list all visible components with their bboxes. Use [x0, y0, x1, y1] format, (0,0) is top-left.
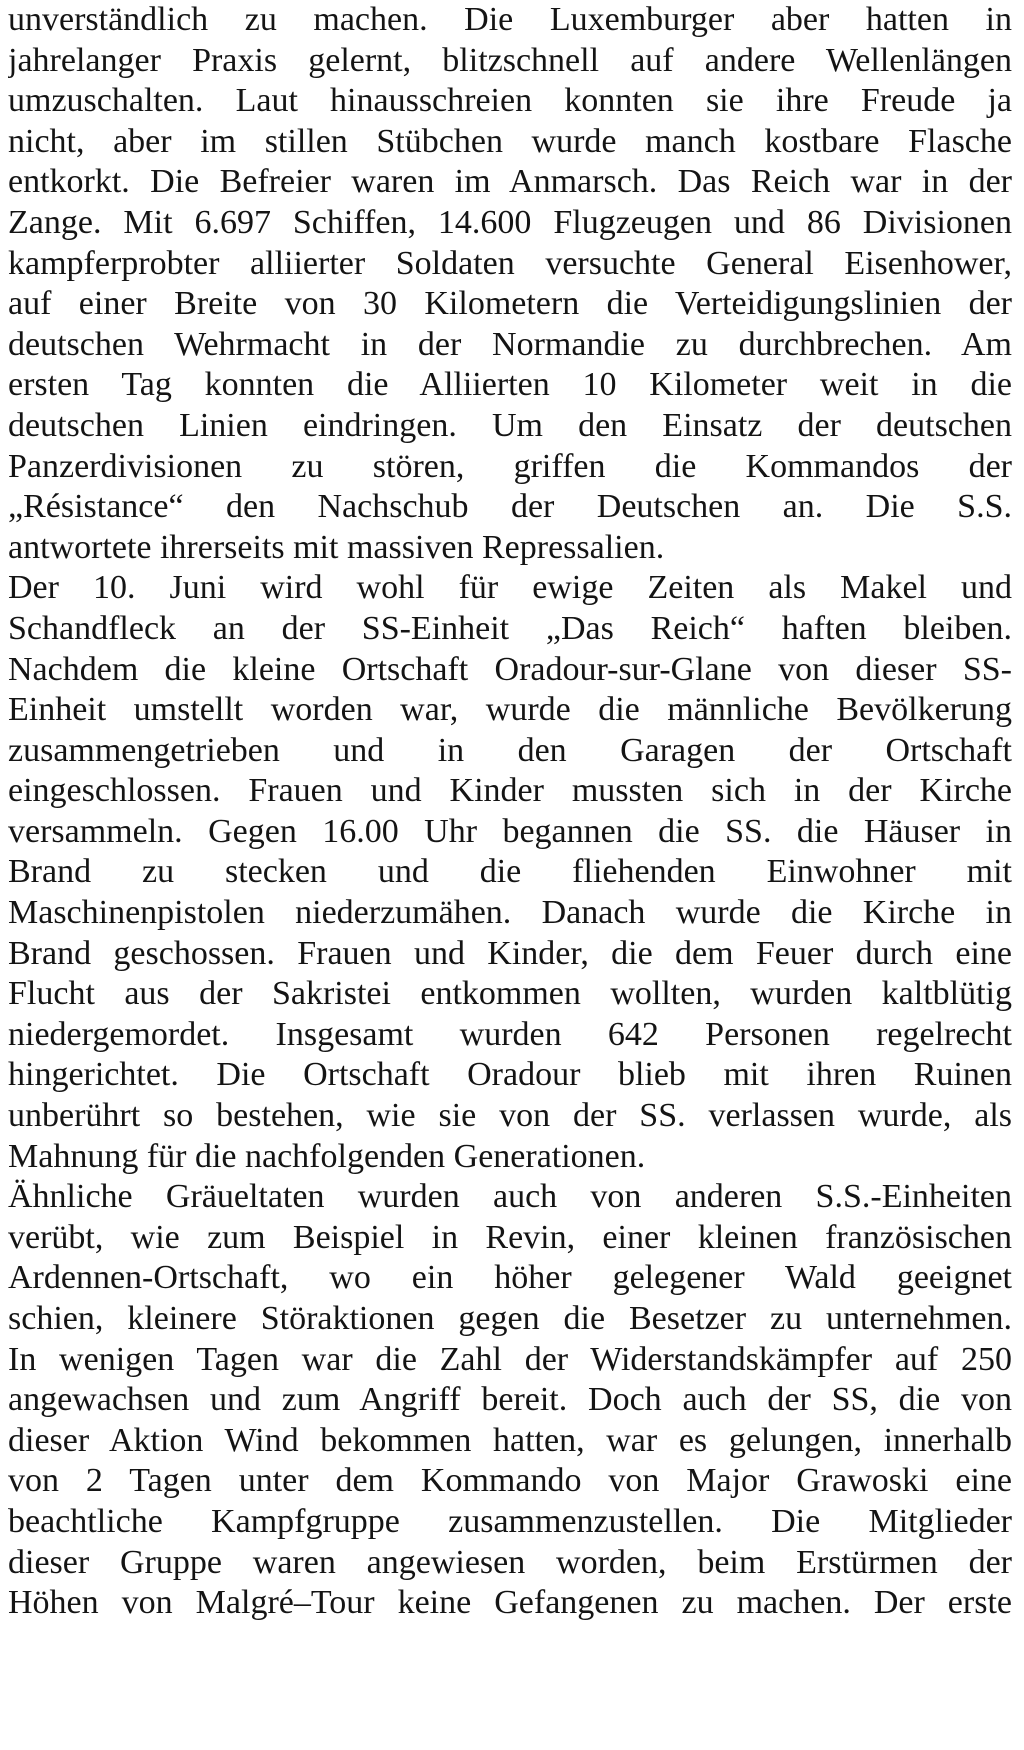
text-line: dieser Aktion Wind bekommen hatten, war es gelungen, innerhalb — [8, 1421, 1012, 1459]
text-line: deutschen Linien eindringen. Um den Einsatz der deutschen — [8, 406, 1012, 444]
text-line: Ardennen-Ortschaft, wo ein höher gelegener Wald geeignet — [8, 1259, 1012, 1297]
text-line: umzuschalten. Laut hinausschreien konnten sie ihre Freude ja — [8, 82, 1012, 120]
text-line: Der 10. Juni wird wohl für ewige Zeiten als Makel und — [8, 569, 1012, 607]
text-line: angewachsen und zum Angriff bereit. Doch auch der SS, die von — [8, 1381, 1012, 1419]
text-line: antwortete ihrerseits mit massiven Repressalien. — [8, 528, 665, 566]
document-page — [8, 0, 1012, 1750]
paragraph-1 — [8, 0, 1012, 568]
text-line: Brand zu stecken und die fliehenden Einwohner mit — [8, 853, 1012, 891]
paragraph-2 — [8, 568, 1012, 1177]
text-line: Nachdem die kleine Ortschaft Oradour-sur-Glane von dieser SS- — [8, 650, 1012, 688]
text-line: dieser Gruppe waren angewiesen worden, beim Erstürmen der — [8, 1543, 1012, 1581]
text-line: entkorkt. Die Befreier waren im Anmarsch. Das Reich war in der — [8, 163, 1012, 201]
text-line: eingeschlossen. Frauen und Kinder mussten sich in der Kirche — [8, 772, 1012, 810]
text-line: zusammengetrieben und in den Garagen der Ortschaft — [8, 731, 1012, 769]
text-line: Maschinenpistolen niederzumähen. Danach wurde die Kirche in — [8, 894, 1012, 932]
text-line: versammeln. Gegen 16.00 Uhr begannen die SS. die Häuser in — [8, 812, 1012, 850]
text-line: ersten Tag konnten die Alliierten 10 Kilometer weit in die — [8, 366, 1012, 404]
text-line: unberührt so bestehen, wie sie von der SS. verlassen wurde, als — [8, 1097, 1012, 1135]
text-line: Einheit umstellt worden war, wurde die männliche Bevölkerung — [8, 691, 1012, 729]
text-line: Zange. Mit 6.697 Schiffen, 14.600 Flugzeugen und 86 Divisionen — [8, 203, 1012, 241]
text-line: von 2 Tagen unter dem Kommando von Major Grawoski eine — [8, 1462, 1012, 1500]
text-line: verübt, wie zum Beispiel in Revin, einer kleinen französischen — [8, 1218, 1012, 1256]
text-line: niedergemordet. Insgesamt wurden 642 Personen regelrecht — [8, 1015, 1012, 1053]
text-line: schien, kleinere Störaktionen gegen die Besetzer zu unternehmen. — [8, 1300, 1012, 1337]
text-line: deutschen Wehrmacht in der Normandie zu durchbrechen. Am — [8, 325, 1012, 363]
text-line: Panzerdivisionen zu stören, griffen die Kommandos der — [8, 447, 1012, 485]
text-line: Mahnung für die nachfolgenden Generationen. — [8, 1137, 646, 1175]
text-line: auf einer Breite von 30 Kilometern die Verteidigungslinien der — [8, 285, 1012, 323]
text-line: unverständlich zu machen. Die Luxemburger aber hatten in — [8, 1, 1012, 38]
text-line: Flucht aus der Sakristei entkommen wollten, wurden kaltblütig — [8, 975, 1012, 1013]
text-line: Brand geschossen. Frauen und Kinder, die dem Feuer durch eine — [8, 934, 1012, 972]
text-line: jahrelanger Praxis gelernt, blitzschnell auf andere Wellenlängen — [8, 41, 1012, 79]
text-line: hingerichtet. Die Ortschaft Oradour blieb mit ihren Ruinen — [8, 1056, 1012, 1094]
text-line: beachtliche Kampfgruppe zusammenzustellen. Die Mitglieder — [8, 1502, 1012, 1540]
text-line: Ähnliche Gräueltaten wurden auch von anderen S.S.-Einheiten — [8, 1178, 1012, 1216]
text-line: Schandfleck an der SS-Einheit „Das Reich“ haften bleiben. — [8, 609, 1012, 647]
text-line: nicht, aber im stillen Stübchen wurde manch kostbare Flasche — [8, 122, 1012, 160]
paragraph-3 — [8, 1177, 1012, 1624]
text-line: Höhen von Malgré–Tour keine Gefangenen zu machen. Der erste — [8, 1584, 1012, 1622]
text-line: kampferprobter alliierter Soldaten versuchte General Eisenhower, — [8, 244, 1012, 282]
text-line: In wenigen Tagen war die Zahl der Widerstandskämpfer auf 250 — [8, 1340, 1012, 1378]
text-line: „Résistance“ den Nachschub der Deutschen an. Die S.S. — [8, 488, 1012, 526]
